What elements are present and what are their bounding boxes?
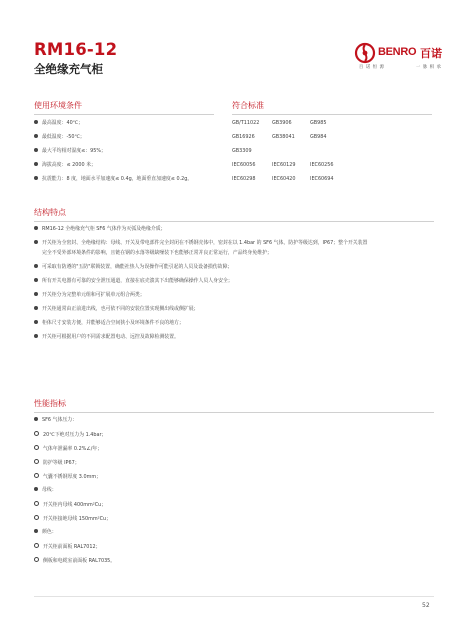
- logo-brand-text: BENRO: [378, 46, 417, 58]
- structure-item: 开关柜可根据用户的不同需求配置电动、远控及故障检测装置。: [34, 334, 179, 341]
- bullet-icon: [34, 487, 38, 491]
- performance-subitem: 开关柜内母线 400mm²Cu；: [34, 501, 106, 509]
- performance-subitem: 气体年泄漏率 0.2%∠/年；: [34, 445, 102, 453]
- benro-logo: [354, 42, 446, 72]
- hollow-bullet-icon: [34, 459, 39, 464]
- bullet-icon: [34, 278, 38, 282]
- performance-subitem: 开关柜前面板 RAL7012；: [34, 543, 101, 551]
- bullet-icon: [34, 334, 38, 338]
- standards-row: GB3309: [232, 148, 252, 154]
- hollow-bullet-icon: [34, 501, 39, 506]
- bullet-icon: [34, 320, 38, 324]
- bullet-icon: [34, 176, 38, 180]
- hollow-bullet-icon: [34, 445, 39, 450]
- footer-divider: [34, 596, 434, 597]
- standards-row: GB/T11022 GB3906 GB985: [232, 120, 327, 126]
- bullet-icon: [34, 120, 38, 124]
- structure-divider: [34, 221, 434, 222]
- environment-heading: 使用环境条件: [34, 101, 82, 110]
- bullet-icon: [34, 148, 38, 152]
- performance-subitem: 20℃下绝对压力为 1.4bar；: [34, 431, 106, 439]
- performance-subitem: 开关柜接地母线 150mm²Cu；: [34, 515, 111, 523]
- structure-item-continued: 完全不受外部环境条件的影响，且链在钢的水落等级缺噪装下也能够正常并良正常运行，产品终身免维护；: [42, 250, 272, 256]
- bullet-icon: [34, 226, 38, 230]
- performance-divider: [34, 412, 434, 413]
- hollow-bullet-icon: [34, 557, 39, 562]
- standards-row: GB16926 GB38041 GB984: [232, 134, 327, 140]
- structure-heading: 结构特点: [34, 208, 66, 217]
- environment-item: 最大平均相对湿度≤：95%；: [34, 148, 106, 155]
- hollow-bullet-icon: [34, 515, 39, 520]
- bullet-icon: [34, 292, 38, 296]
- bullet-icon: [34, 134, 38, 138]
- logo-tagline-left: 百 诺 恒 源: [359, 65, 385, 70]
- hollow-bullet-icon: [34, 473, 39, 478]
- standards-divider: [232, 114, 432, 115]
- bullet-icon: [34, 306, 38, 310]
- logo-mark-icon: [354, 42, 376, 64]
- environment-item: 最低温度：-50℃；: [34, 134, 85, 141]
- logo-tagline-right: 一 脉 相 承: [416, 65, 442, 70]
- logo-brand-cn: 百诺: [420, 47, 442, 60]
- structure-item: 开关柜分为完整单元组和可扩展单元组合两类；: [34, 292, 145, 299]
- structure-item: 开关柜为全密封、全绝缘结构：母线、开关及带电部件完全封闭在不锈钢壳体中，密封在以 1.4bar 的 SF6 气体，防护等级达到，IP67；整个开关装置: [34, 240, 367, 247]
- hollow-bullet-icon: [34, 543, 39, 548]
- performance-subitem: 侧板和电缆室前面板 RAL7035。: [34, 557, 115, 565]
- performance-item: SF6 气体压力：: [34, 417, 77, 424]
- performance-heading: 性能指标: [34, 399, 66, 408]
- environment-item: 海拔高度：≤ 2000 米；: [34, 162, 96, 169]
- product-title: RM16-12: [34, 40, 118, 59]
- bullet-icon: [34, 240, 38, 244]
- product-subtitle: 全绝缘充气柜: [34, 62, 103, 76]
- bullet-icon: [34, 264, 38, 268]
- standards-row: IEC60298 IEC60420 IEC60694: [232, 176, 334, 182]
- standards-heading: 符合标准: [232, 101, 264, 110]
- performance-subitem: 防护等级 IP67；: [34, 459, 80, 467]
- hollow-bullet-icon: [34, 431, 39, 436]
- environment-divider: [34, 114, 214, 115]
- bullet-icon: [34, 529, 38, 533]
- bullet-icon: [34, 417, 38, 421]
- performance-subitem: 气囊不锈钢厚度 3.0mm；: [34, 473, 101, 481]
- structure-item: 所有开关电器有可靠的安全泄压通道，直接在底壳溃其下出能够确保操作人员人身安全；: [34, 278, 233, 285]
- structure-item: RM16-12 全绝缘充气柜 SF6 气体作为灭弧及绝缘介质；: [34, 226, 166, 233]
- standards-row: IEC60056 IEC60129 IEC60256: [232, 162, 334, 168]
- environment-item: 最高温度：40℃；: [34, 120, 83, 127]
- page-number: 52: [422, 602, 430, 609]
- structure-item: 开关柜通常由正前进出线，也可依不同的安装位置实现侧出线或侧扩展；: [34, 306, 199, 313]
- performance-item: 母线：: [34, 487, 57, 494]
- performance-item: 颜色：: [34, 529, 57, 536]
- bullet-icon: [34, 162, 38, 166]
- structure-item: 柜体尺寸安装方便，并能够适合空间狭小及环境条件不良的地方；: [34, 320, 184, 327]
- structure-item: 可采取有防遵的"五防"联锁装置，确能社热人为误操作可能引起的人员及设备损伤故障；: [34, 264, 232, 271]
- environment-item: 抗震能力：8 度，地面水平加速度≤ 0.4g，地面垂直加速度≤ 0.2g。: [34, 176, 192, 183]
